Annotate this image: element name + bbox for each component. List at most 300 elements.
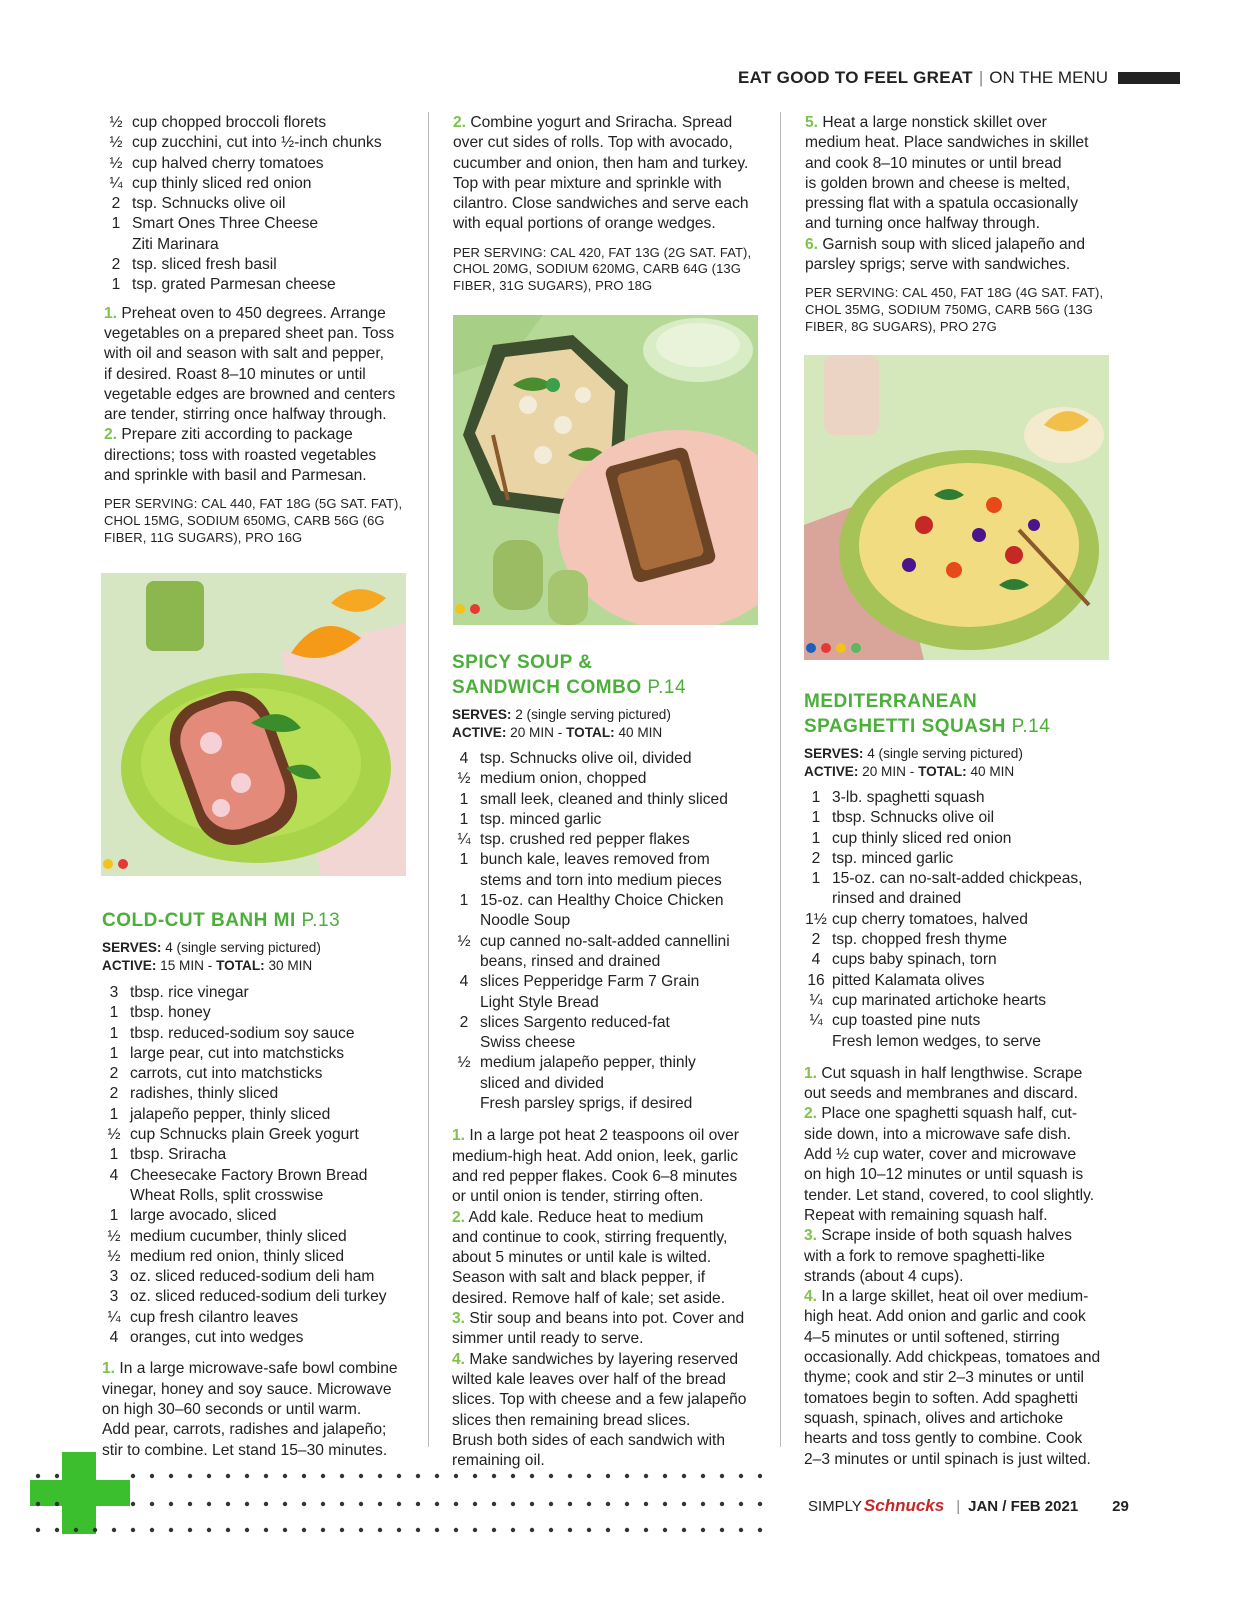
soup-sandwich-photo [453, 315, 758, 625]
ingredient-text: pitted Kalamata olives [832, 971, 985, 989]
step-text: Garnish soup with sliced jalapeño and [822, 235, 1086, 253]
ingredient-qty: 2 [111, 195, 121, 213]
ingredient-line [104, 194, 419, 214]
pattern-dot [93, 1528, 97, 1532]
pattern-dot [321, 1528, 325, 1532]
page-header [738, 68, 1180, 88]
pattern-dot [378, 1502, 382, 1506]
step-text: Add pear, carrots, radishes and jalapeño; [102, 1421, 387, 1439]
ingredient-line [452, 769, 772, 789]
pattern-dot [568, 1474, 572, 1478]
banh-mi-recipe [102, 908, 422, 1461]
step-text: 4–5 minutes or until softened, stirring [804, 1328, 1060, 1346]
pattern-dot [568, 1528, 572, 1532]
step-line [104, 405, 419, 425]
ingredient-text: Ziti Marinara [132, 235, 219, 253]
step-line [804, 1165, 1124, 1185]
ingredient-line [804, 788, 1124, 808]
step-text: slices then remaining bread slices. [452, 1411, 691, 1429]
ingredient-qty [452, 993, 476, 1013]
ingredient-text: Wheat Rolls, split crosswise [130, 1186, 324, 1204]
step-text: Top with pear mixture and sprinkle with [453, 174, 722, 192]
ingredient-line [452, 830, 772, 850]
ingredient-line [804, 849, 1124, 869]
ingredient-line [102, 1308, 422, 1328]
ingredient-line [804, 1032, 1124, 1052]
ingredient-qty: ½ [457, 932, 471, 950]
soup-recipe [452, 650, 772, 1471]
step-line [805, 133, 1125, 153]
ingredient-text: jalapeño pepper, thinly sliced [130, 1105, 331, 1123]
ingredient-text: cup canned no-salt-added cannellini [480, 932, 730, 950]
ingredient-qty: 3 [109, 984, 119, 1001]
step-line [452, 1208, 772, 1228]
step-line [452, 1390, 772, 1410]
step-number: 2. [453, 114, 467, 131]
ingredient-qty: 1 [109, 1024, 119, 1042]
ingredient-line [804, 869, 1124, 889]
ingredient-qty: ½ [109, 114, 123, 131]
ingredient-text: cup toasted pine nuts [832, 1012, 981, 1030]
pattern-dot [226, 1474, 230, 1478]
ingredient-line [452, 1053, 772, 1073]
step-line [804, 1429, 1124, 1449]
ingredient-line [452, 749, 772, 769]
ingredient-line [102, 1206, 422, 1226]
ingredient-text: medium red onion, thinly sliced [130, 1247, 345, 1265]
pasta-ingredients [104, 113, 419, 296]
pattern-dot [245, 1502, 249, 1506]
step-line [804, 1328, 1124, 1348]
pattern-dot [150, 1528, 154, 1532]
step-line [452, 1309, 772, 1329]
pattern-dot [340, 1528, 344, 1532]
ingredient-qty: ½ [107, 1247, 121, 1265]
pattern-dot [207, 1502, 211, 1506]
step-text: and red pepper flakes. Cook 6–8 minutes [452, 1167, 738, 1185]
pattern-dot [587, 1474, 591, 1478]
banh-mi-nutrition [453, 245, 763, 295]
pattern-dot [530, 1474, 534, 1478]
pattern-dot [625, 1474, 629, 1478]
banh-mi-illustration [101, 573, 406, 876]
pattern-dot [454, 1502, 458, 1506]
pattern-dot [663, 1528, 667, 1532]
step-line [453, 154, 763, 174]
banh-mi-title: COLD-CUT BANH MI P.13 [102, 910, 341, 931]
pattern-dot [245, 1528, 249, 1532]
pattern-dot [36, 1474, 40, 1478]
ingredient-line [104, 174, 419, 194]
pattern-dot [454, 1528, 458, 1532]
step-text: over cut sides of rolls. Top with avocado, [453, 134, 733, 152]
pattern-dot [435, 1502, 439, 1506]
pattern-dot [663, 1474, 667, 1478]
ingredient-text: tsp. grated Parmesan cheese [132, 276, 336, 294]
step-text: pressing flat with a spatula occasionally [805, 195, 1079, 213]
pattern-dot [644, 1502, 648, 1506]
ingredient-text: oranges, cut into wedges [130, 1329, 304, 1347]
soup-steps-cont [805, 113, 1125, 275]
ingredient-line [452, 952, 772, 972]
step-line [804, 1389, 1124, 1409]
step-line [453, 194, 763, 214]
squash-serves: SERVES: 4 (single serving pictured) [804, 746, 1023, 761]
ingredient-text: cup zucchini, cut into ½-inch chunks [132, 134, 382, 152]
ingredient-qty [804, 1032, 828, 1052]
ingredient-text: tsp. Schnucks olive oil [132, 195, 286, 213]
ingredient-qty: 2 [459, 1013, 469, 1031]
ingredient-line [102, 1125, 422, 1145]
ingredient-line [804, 889, 1124, 909]
pasta-nutrition [104, 496, 419, 546]
step-text: on high 10–12 minutes or until squash is [804, 1166, 1084, 1184]
step-text: In a large microwave-safe bowl combine [119, 1360, 398, 1378]
step-line [804, 1287, 1124, 1307]
step-text: Make sandwiches by layering reserved [469, 1350, 739, 1368]
page-footer [808, 1496, 1129, 1516]
ingredient-qty: 1 [811, 809, 821, 827]
step-line [804, 1450, 1124, 1470]
ingredient-text: oz. sliced reduced-sodium deli turkey [130, 1288, 387, 1306]
ingredient-line [452, 1013, 772, 1033]
ingredient-line [452, 1033, 772, 1053]
pattern-dot [720, 1528, 724, 1532]
ingredient-line [804, 910, 1124, 930]
step-text: Season with salt and black pepper, if [452, 1269, 706, 1287]
step-text: medium-high heat. Add onion, leek, garlic [452, 1147, 739, 1165]
ingredient-line [804, 950, 1124, 970]
step-number: 2. [104, 426, 118, 444]
pattern-dot [549, 1528, 553, 1532]
ingredient-text: Swiss cheese [480, 1034, 576, 1052]
step-text: with oil and season with salt and pepper, [104, 345, 385, 363]
step-text: stir to combine. Let stand 15–30 minutes. [102, 1441, 388, 1459]
ingredient-qty: 1 [109, 1004, 119, 1022]
ingredient-line [804, 930, 1124, 950]
dot-red [470, 604, 480, 614]
pattern-dot [245, 1474, 249, 1478]
pattern-dot [55, 1474, 59, 1478]
squash-recipe [804, 689, 1124, 1470]
step-line [804, 1348, 1124, 1368]
step-line [452, 1411, 772, 1431]
step-number: 1. [102, 1360, 116, 1378]
step-text: thyme; cook and stir 2–3 minutes or until [804, 1369, 1084, 1387]
step-line [805, 235, 1125, 255]
header-title: EAT GOOD TO FEEL GREAT [738, 68, 973, 87]
step-line [452, 1167, 772, 1187]
ingredient-text: cups baby spinach, torn [832, 951, 997, 969]
step-number: 4. [804, 1288, 818, 1306]
step-line [104, 466, 419, 486]
ingredient-text: radishes, thinly sliced [130, 1085, 279, 1103]
ingredient-text: tsp. minced garlic [480, 810, 602, 828]
step-line [452, 1289, 772, 1309]
step-number: 1. [804, 1064, 818, 1082]
step-line [102, 1380, 422, 1400]
step-line [452, 1370, 772, 1390]
step-line [452, 1248, 772, 1268]
step-line [452, 1431, 772, 1451]
pattern-dot [55, 1528, 59, 1532]
pattern-dot [321, 1474, 325, 1478]
ingredient-line [104, 154, 419, 174]
pattern-dot [758, 1528, 762, 1532]
ingredient-qty [452, 952, 476, 972]
header-divider: | [978, 68, 984, 87]
ingredient-text: medium cucumber, thinly sliced [130, 1227, 347, 1245]
dot-blue [806, 643, 816, 653]
banh-mi-ingredients [102, 983, 422, 1348]
ingredient-qty: 1 [811, 829, 821, 847]
pattern-dot [302, 1528, 306, 1532]
step-line [804, 1084, 1124, 1104]
step-line [805, 174, 1125, 194]
pattern-dot [264, 1528, 268, 1532]
ingredient-text: carrots, cut into matchsticks [130, 1065, 323, 1083]
pattern-dot [188, 1474, 192, 1478]
pattern-dot [283, 1502, 287, 1506]
pattern-dot [397, 1528, 401, 1532]
step-text: about 5 minutes or until kale is wilted. [452, 1249, 712, 1267]
pattern-dot [226, 1528, 230, 1532]
ingredient-text: Smart Ones Three Cheese [132, 215, 319, 233]
pattern-dot [568, 1502, 572, 1506]
nutrition-line: CHOL 35MG, SODIUM 750MG, CARB 56G (13G [805, 301, 1093, 317]
step-line [104, 344, 419, 364]
ingredient-text: tbsp. rice vinegar [130, 984, 249, 1001]
ingredient-text: tbsp. Sriracha [130, 1146, 227, 1164]
step-text: squash, spinach, olives and artichoke [804, 1409, 1064, 1427]
squash-steps [804, 1064, 1124, 1470]
pattern-dot [397, 1502, 401, 1506]
squash-diet-dots [806, 643, 861, 653]
step-line [805, 255, 1125, 275]
ingredient-qty: ½ [107, 1227, 121, 1245]
ingredient-line [804, 808, 1124, 828]
step-line [452, 1350, 772, 1370]
ingredient-qty [104, 235, 128, 255]
step-text: and turning once halfway through. [805, 215, 1040, 233]
pattern-dot [454, 1474, 458, 1478]
ingredient-line [102, 1247, 422, 1267]
ingredient-line [452, 850, 772, 870]
pattern-dot [530, 1528, 534, 1532]
step-line [104, 446, 419, 466]
pattern-dot [74, 1528, 78, 1532]
step-line [804, 1104, 1124, 1124]
pattern-dot [758, 1474, 762, 1478]
ingredient-text: tsp. crushed red pepper flakes [480, 831, 690, 849]
step-text: Stir soup and beans into pot. Cover and [469, 1310, 745, 1328]
pattern-dot [340, 1502, 344, 1506]
pattern-dot [283, 1474, 287, 1478]
step-text: tender. Let stand, covered, to cool slightly. [804, 1186, 1095, 1204]
ingredient-qty: 4 [811, 951, 821, 969]
dot-green [851, 643, 861, 653]
pattern-dot [739, 1528, 743, 1532]
pattern-dot [701, 1502, 705, 1506]
ingredient-qty [452, 1074, 476, 1094]
step-line [453, 214, 763, 234]
nutrition-line: FIBER, 31G SUGARS), PRO 18G [453, 277, 653, 293]
step-line [804, 1409, 1124, 1429]
step-text: out seeds and membranes and discard. [804, 1085, 1078, 1103]
step-text: Cut squash in half lengthwise. Scrape [821, 1064, 1083, 1082]
ingredient-qty: 1 [811, 870, 821, 888]
ingredient-text: tbsp. reduced-sodium soy sauce [130, 1024, 355, 1042]
pattern-dot [739, 1502, 743, 1506]
step-number: 1. [452, 1127, 466, 1145]
ingredient-line [804, 1011, 1124, 1031]
pattern-dot [150, 1474, 154, 1478]
step-line [104, 365, 419, 385]
ingredient-line [102, 1105, 422, 1125]
step-number: 1. [104, 304, 118, 322]
step-text: directions; toss with roasted vegetables [104, 446, 377, 464]
pattern-dot [264, 1502, 268, 1506]
pasta-steps [104, 304, 419, 487]
banh-mi-photo [101, 573, 406, 876]
ingredient-line [452, 891, 772, 911]
ingredient-text: cup thinly sliced red onion [132, 174, 312, 192]
ingredient-line [102, 1003, 422, 1023]
pattern-dot [644, 1474, 648, 1478]
ingredient-qty: 1 [459, 790, 469, 808]
ingredient-line [102, 1145, 422, 1165]
step-text: cilantro. Close sandwiches and serve each [453, 195, 749, 213]
step-text: slices. Top with cheese and a few jalapeño [452, 1391, 747, 1409]
pattern-dot [359, 1528, 363, 1532]
pattern-dot [739, 1474, 743, 1478]
soup-continued [805, 113, 1125, 335]
ingredient-line [452, 790, 772, 810]
pattern-dot [169, 1474, 173, 1478]
step-line [804, 1267, 1124, 1287]
pattern-dot [720, 1474, 724, 1478]
ingredient-text: large pear, cut into matchsticks [130, 1044, 345, 1062]
ingredient-qty: ¼ [809, 1012, 823, 1030]
ingredient-qty: 3 [109, 1268, 119, 1286]
step-text: hearts and toss gently to combine. Cook [804, 1430, 1083, 1448]
squash-ingredients [804, 788, 1124, 1052]
pattern-dot [36, 1502, 40, 1506]
ingredient-line [102, 1186, 422, 1206]
ingredient-qty: 2 [811, 849, 821, 867]
step-line [452, 1126, 772, 1146]
step-line [453, 133, 763, 153]
ingredient-qty: 2 [109, 1065, 119, 1083]
step-line [102, 1420, 422, 1440]
ingredient-qty: ¼ [809, 991, 823, 1009]
page-number: 29 [1112, 1497, 1129, 1515]
ingredient-text: beans, rinsed and drained [480, 952, 661, 970]
dot-red [821, 643, 831, 653]
pattern-dot [625, 1502, 629, 1506]
step-line [804, 1145, 1124, 1165]
step-number: 6. [805, 235, 819, 253]
pattern-dot [397, 1474, 401, 1478]
header-bar [1118, 72, 1180, 84]
ingredient-qty [452, 1094, 476, 1114]
pattern-dot [340, 1474, 344, 1478]
ingredient-line [804, 829, 1124, 849]
nutrition-line: CHOL 20MG, SODIUM 620MG, CARB 64G (13G [453, 261, 741, 277]
step-text: if desired. Roast 8–10 minutes or until [104, 365, 366, 383]
pattern-dot [644, 1528, 648, 1532]
ingredient-line [104, 214, 419, 234]
step-line [104, 425, 419, 445]
ingredient-qty [452, 911, 476, 931]
ingredient-line [452, 810, 772, 830]
ingredient-qty: 1 [109, 1207, 119, 1225]
pattern-dot [720, 1502, 724, 1506]
soup-serves: SERVES: 2 (single serving pictured) [452, 707, 671, 722]
ingredient-qty: 1 [109, 1105, 119, 1123]
column-divider [780, 112, 781, 1447]
ingredient-line [104, 113, 419, 133]
ingredient-line [452, 871, 772, 891]
step-text: Combine yogurt and Sriracha. Spread [470, 114, 733, 131]
pattern-dot [511, 1528, 515, 1532]
ingredient-qty [804, 889, 828, 909]
ingredient-text: cup marinated artichoke hearts [832, 991, 1047, 1009]
pattern-dot [682, 1502, 686, 1506]
step-number: 5. [805, 114, 819, 131]
dot-yellow [836, 643, 846, 653]
step-text: occasionally. Add chickpeas, tomatoes and [804, 1349, 1101, 1367]
step-number: 3. [804, 1227, 818, 1245]
step-text: Preheat oven to 450 degrees. Arrange [121, 304, 386, 322]
squash-times: ACTIVE: 20 MIN - TOTAL: 40 MIN [804, 763, 1015, 779]
step-text: vegetables on a prepared sheet pan. Toss [104, 324, 395, 342]
step-text: on high 30–60 seconds or until warm. [102, 1400, 362, 1418]
pattern-dot [492, 1502, 496, 1506]
ingredient-text: tsp. minced garlic [832, 849, 954, 867]
pattern-dot [511, 1474, 515, 1478]
step-number: 2. [452, 1208, 466, 1226]
step-text: and cook 8–10 minutes or until bread [805, 154, 1062, 172]
step-text: or until onion is tender, stirring often. [452, 1188, 704, 1206]
step-line [102, 1359, 422, 1379]
ingredient-line [452, 911, 772, 931]
ingredient-line [104, 255, 419, 275]
ingredient-text: sliced and divided [480, 1074, 604, 1092]
pattern-dot [112, 1528, 116, 1532]
ingredient-qty: 4 [459, 750, 469, 767]
ingredient-text: tsp. chopped fresh thyme [832, 931, 1008, 949]
banh-mi-continued [453, 113, 763, 295]
soup-ingredients [452, 749, 772, 1114]
soup-times: ACTIVE: 20 MIN - TOTAL: 40 MIN [452, 724, 663, 740]
pattern-dot [530, 1502, 534, 1506]
footer-issue: JAN / FEB 2021 [968, 1497, 1079, 1515]
ingredient-line [804, 971, 1124, 991]
pattern-dot [758, 1502, 762, 1506]
ingredient-text: small leek, cleaned and thinly sliced [480, 790, 728, 808]
pattern-dot [435, 1528, 439, 1532]
banh-mi-serves: SERVES: 4 (single serving pictured) [102, 940, 321, 955]
nutrition-line: PER SERVING: CAL 420, FAT 13G (2G SAT. FAT), [453, 244, 752, 260]
ingredient-line [804, 991, 1124, 1011]
step-text: are tender, stirring once halfway through. [104, 406, 387, 424]
ingredient-line [102, 1287, 422, 1307]
pattern-dot [188, 1502, 192, 1506]
pattern-dot [150, 1502, 154, 1506]
soup-title: SPICY SOUP & SANDWICH COMBO P.14 [452, 652, 687, 698]
schnucks-logo: Schnucks [863, 1496, 945, 1515]
